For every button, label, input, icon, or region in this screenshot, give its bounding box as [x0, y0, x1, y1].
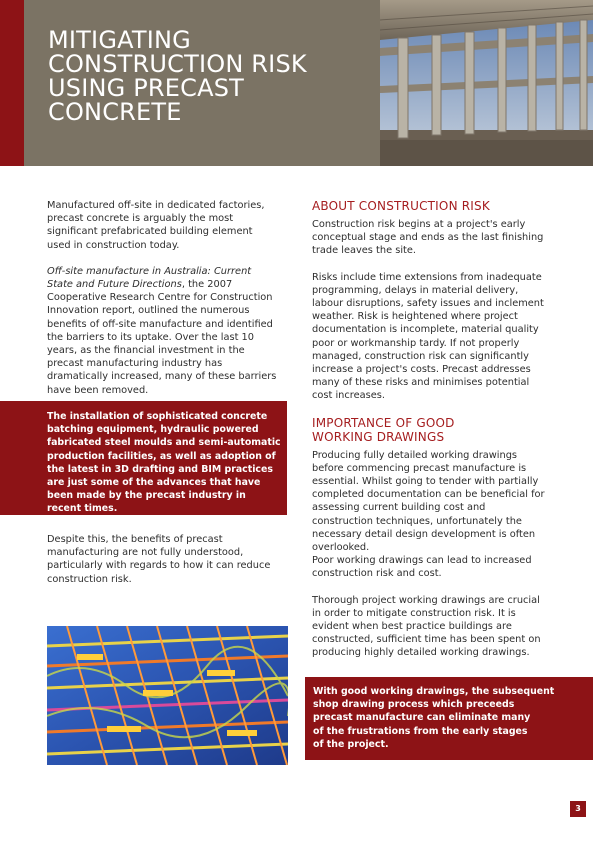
importance-heading-line: WORKING DRAWINGS: [312, 429, 445, 444]
about-paragraph-1: Construction risk begins at a project's early conceptual stage and ends as the last finishing trade leaves the site.: [312, 219, 544, 257]
reinforcement-3d-render: [47, 626, 288, 765]
pull-quote-right: [305, 677, 593, 760]
construction-site-photo: [380, 0, 593, 166]
title-line: CONSTRUCTION RISK: [48, 50, 307, 78]
page-title: [48, 28, 378, 124]
importance-paragraph-2: Thorough project working drawings are crucial in order to mitigate construction risk. It is evident when best practice buildings are constructed, sufficient time has been spent on producing highly detailed working drawings.: [312, 594, 541, 659]
importance-paragraph-1b: Poor working drawings can lead to increased construction risk and cost.: [312, 555, 532, 580]
importance-paragraph-1: Producing fully detailed working drawings before commencing precast manufacture is essential. Whilst going to tender with partially completed documentation can be beneficial for assessing current building cost and construction techniques, unfortunately the necessary detail design development is often overlooked.: [312, 449, 545, 554]
title-line: USING PRECAST: [48, 74, 245, 102]
title-box: [24, 0, 380, 166]
pull-quote-left: [0, 401, 287, 515]
report-title: Off-site manufacture in Australia: Current State and Future Directions: [47, 265, 252, 291]
page-header: [0, 0, 593, 166]
despite-paragraph: Despite this, the benefits of precast manufacturing are not fully understood, particularly with regards to how it can reduce construction risk.: [47, 534, 271, 585]
about-heading: ABOUT CONSTRUCTION RISK: [312, 199, 490, 213]
importance-heading: [312, 416, 548, 444]
intro-column: [47, 199, 279, 410]
intro-paragraph: Manufactured off-site in dedicated factories, precast concrete is arguably the most significant prefabricated building element used in construction today.: [47, 200, 265, 251]
title-line: MITIGATING: [48, 26, 191, 54]
page-number: 3: [570, 801, 586, 817]
report-text: , the 2007 Cooperative Research Centre for Construction Innovation report, outlined the numerous benefits of off-site manufacture and identified the barriers to its uptake. Over the last 10 years, as the financial investment in the precast manufacturing industry has dramatically increased, many of these barriers have been removed.: [47, 279, 277, 396]
pull-quote-text: The installation of sophisticated concrete batching equipment, hydraulic powered fabricated steel moulds and semi-automatic production facilities, as well as adoption of the latest in 3D drafting and BIM practices are just some of the advances that have been made by the precast industry in recent times.: [47, 411, 281, 515]
report-paragraph: [47, 265, 279, 397]
title-line: CONCRETE: [48, 98, 182, 126]
left-column-continued: [47, 533, 287, 599]
brand-strip: [0, 0, 24, 166]
pull-quote-text: With good working drawings, the subsequent shop drawing process which preceeds precast manufacture can eliminate many of the frustrations from the early stages of the project.: [313, 686, 555, 750]
importance-heading-line: IMPORTANCE OF GOOD: [312, 415, 455, 430]
about-paragraph-2: Risks include time extensions from inadequate programming, delays in material delivery, labour disruptions, safety issues and inclement weather. Risk is heightened where project documentation is incomplete, material quality poor or workmanship tardy. If not properly managed, construction risk can significantly increase a project's costs. Precast addresses many of these risks and minimises potential cost increases.: [312, 271, 544, 402]
right-column: [312, 199, 548, 673]
